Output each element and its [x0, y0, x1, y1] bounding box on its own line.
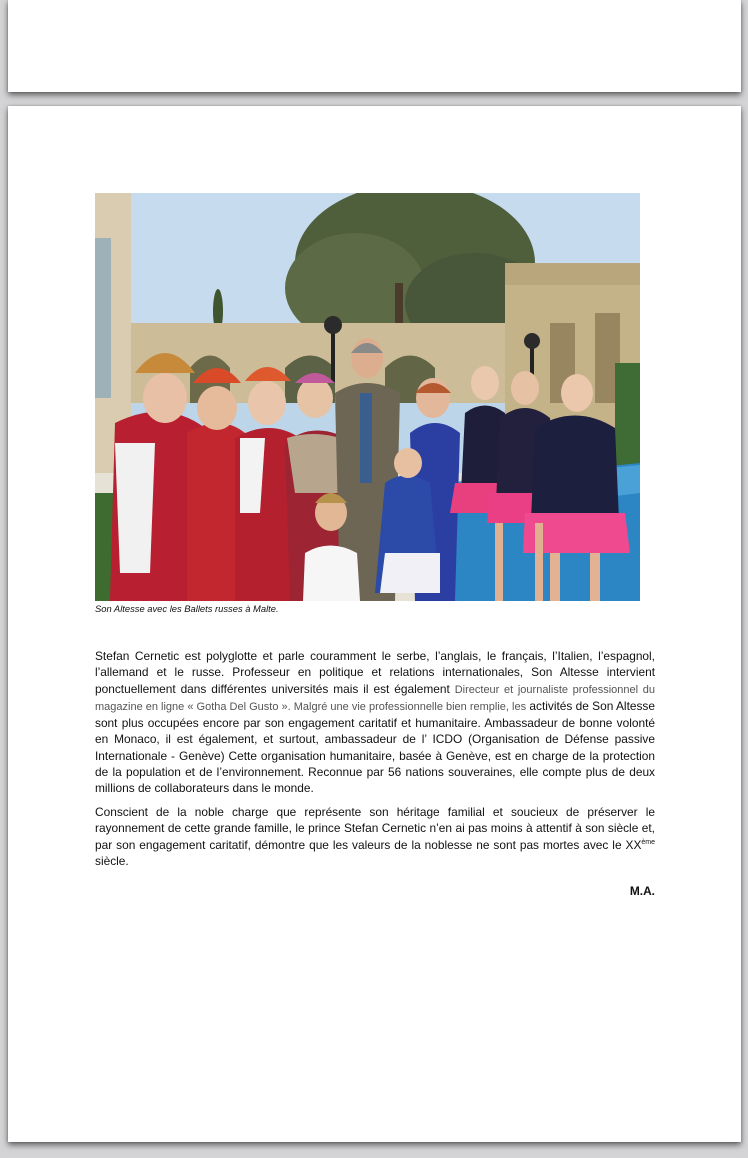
paragraph-1-text-end: activités de Son Altesse sont plus occupées encore par son engagement caritatif et humanitaire. Ambassadeur de bonne volonté en Monaco, il est également, et surtout, ambassadeur de l’ ICDO (Organisation de Défense passive Internationale - Genève) Cette organisation humanitaire, basée à Genève, est en charge de la protection de la population et de l’environnement. Reconnue par 56 nations souveraines, elle compte plus de deux millions de collaborateurs dans le monde.: [95, 698, 655, 796]
paragraph-2-superscript: ème: [641, 838, 655, 846]
body-paragraph-2: [95, 804, 655, 869]
paragraph-1-text: Stefan Cernetic est polyglotte et parle couramment le serbe, l’anglais, le français, l’Italien, l’espagnol, l’allemand et le russe. Professeur en politique et relations internationales, Son Altesse intervient ponctuellement dans différentes universités mais il est également: [95, 649, 655, 696]
paragraph-1-gray-text: Directeur et journaliste professionnel du magazine en ligne « Gotha Del Gusto ». Malgré une vie professionnelle bien remplie, les: [95, 683, 656, 713]
previous-page: [8, 0, 741, 92]
group-photo: [95, 193, 640, 601]
paragraph-2-text: Conscient de la noble charge que représente son héritage familial et soucieux de préserver le rayonnement de cette grande famille, le prince Stefan Cernetic n’en ai pas moins à attentif à son siècle et, par son engagement caritatif, démontre que les valeurs de la noblesse ne sont pas mortes avec le XX: [95, 805, 655, 852]
paragraph-2-ending: siècle.: [95, 853, 129, 868]
document-page: [8, 106, 741, 1142]
body-paragraph-1: [95, 648, 655, 797]
photo-caption: Son Altesse avec les Ballets russes à Malte.: [95, 603, 279, 614]
author-signature: M.A.: [629, 884, 655, 898]
